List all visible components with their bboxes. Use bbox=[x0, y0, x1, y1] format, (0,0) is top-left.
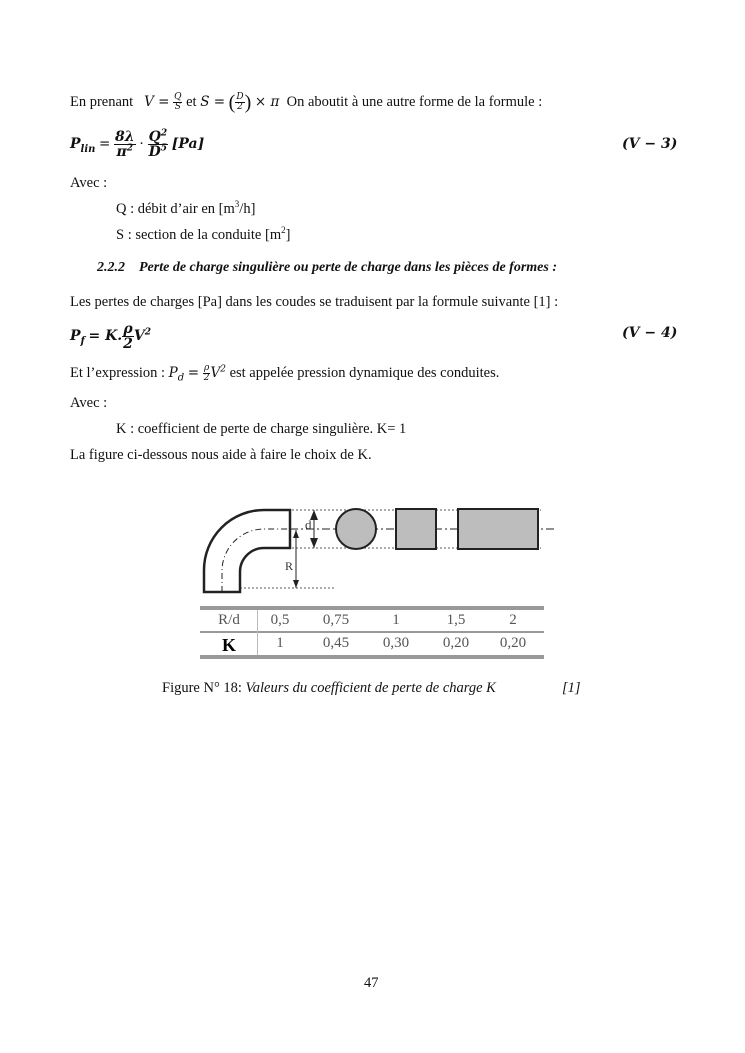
eq4-v: $V^2$ bbox=[133, 327, 152, 344]
caption-ref: [1] bbox=[562, 680, 581, 696]
eq3-equals: = bbox=[99, 136, 111, 152]
figure-caption bbox=[162, 680, 496, 697]
equation-v4 bbox=[70, 316, 151, 356]
section-heading bbox=[97, 260, 557, 276]
rectangle-section bbox=[458, 509, 538, 549]
eq3-fraction2: $\frac{Q^2}{D^5}$ bbox=[148, 128, 168, 161]
avec-label-1: Avec : bbox=[70, 175, 108, 191]
table-rd-value: 2 bbox=[509, 612, 517, 628]
intro-suffix: On aboutit à une autre forme de la formule : bbox=[286, 94, 543, 110]
expr-suffix: est appelée pression dynamique des conduites. bbox=[229, 365, 500, 381]
table-mid-rule bbox=[200, 631, 544, 633]
eq3-fraction1: $\frac{8\lambda}{\pi^2}$ bbox=[114, 129, 135, 161]
table-k-value: 0,20 bbox=[442, 635, 470, 651]
expr-prefix: Et l’expression : bbox=[70, 365, 166, 381]
s-num: D bbox=[236, 92, 244, 103]
table-k-value: 1 bbox=[276, 635, 284, 651]
definition-k: K : coefficient de perte de charge singulière. K= 1 bbox=[116, 421, 407, 437]
definition-q: Q : débit d’air en $[m^3/h]$ bbox=[116, 199, 256, 217]
expression-line bbox=[70, 360, 499, 386]
r-label: R bbox=[285, 559, 294, 573]
paragraph-1: Les pertes de charges [Pa] dans les coudes se traduisent par la formule suivante [1] : bbox=[70, 294, 559, 310]
table-header-k: K bbox=[221, 635, 236, 655]
equation-v3 bbox=[70, 124, 204, 164]
s-den: 2 bbox=[237, 102, 243, 113]
intro-prefix: En prenant bbox=[70, 94, 134, 110]
table-k-value: 0,45 bbox=[322, 635, 350, 651]
table-k-value: 0,20 bbox=[499, 635, 527, 651]
section-title: Perte de charge singulière ou perte de charge dans les pièces de formes : bbox=[139, 260, 557, 275]
table-top-rule bbox=[200, 606, 544, 610]
r-arrow-bottom bbox=[293, 580, 299, 588]
expr-lhs: $P_d$ bbox=[168, 365, 185, 384]
eq3-number: (V − 3) bbox=[622, 136, 678, 152]
eq4-lhs: $P_f$ bbox=[70, 328, 85, 347]
section-number: 2.2.2 bbox=[97, 260, 125, 275]
square-section bbox=[396, 509, 436, 549]
intro-line: En prenant V = $\frac{Q}{S}$ et S = ( $\frac{D}{2}$ ) × π On aboutit à une autre forme de la formule : bbox=[70, 91, 543, 114]
eq3-unit: [Pa] bbox=[171, 136, 205, 152]
avec-label-2: Avec : bbox=[70, 395, 108, 411]
et-word: et bbox=[186, 94, 197, 110]
k-table bbox=[200, 606, 544, 658]
circle-section bbox=[336, 509, 376, 549]
caption-title: Valeurs du coefficient de perte de charge K bbox=[245, 680, 496, 696]
eq4-fraction: $\frac{\rho}{2}$ bbox=[123, 321, 133, 353]
s-lhs: S = bbox=[200, 94, 226, 110]
s-fraction bbox=[235, 93, 244, 112]
table-rd-value: 0,75 bbox=[322, 612, 350, 628]
eq3-lhs: $P_{lin}$ bbox=[70, 136, 96, 155]
caption-prefix: Figure N° 18: bbox=[162, 680, 242, 696]
r-arrow-top bbox=[293, 530, 299, 538]
page-number: 47 bbox=[364, 975, 379, 991]
d-label: d bbox=[305, 517, 312, 532]
table-rd-value: 1 bbox=[392, 612, 400, 628]
v-fraction bbox=[173, 93, 182, 112]
expr-fraction: $\frac{\rho}{2}$ bbox=[203, 363, 210, 384]
expr-equals: = bbox=[187, 365, 200, 381]
elbow-shape bbox=[204, 510, 290, 592]
table-rd-value: 0,5 bbox=[270, 612, 290, 628]
v-num: Q bbox=[174, 92, 182, 103]
eq4-equals: = K. bbox=[88, 328, 123, 344]
eq3-dot: · bbox=[139, 136, 144, 152]
times-pi: × π bbox=[254, 94, 280, 110]
v-lhs: V = bbox=[144, 94, 170, 110]
elbow-figure bbox=[196, 500, 556, 600]
table-header-rd: R/d bbox=[218, 612, 240, 628]
eq4-number: (V − 4) bbox=[622, 325, 678, 341]
paragraph-2: La figure ci-dessous nous aide à faire le choix de K. bbox=[70, 447, 372, 463]
table-k-value: 0,30 bbox=[382, 635, 410, 651]
definition-s: S : section de la conduite $[m^2]$ bbox=[116, 225, 291, 243]
d-arrow-bottom bbox=[310, 538, 318, 548]
table-rd-value: 1,5 bbox=[446, 612, 466, 628]
expr-v: $V^2$ bbox=[210, 364, 226, 381]
v-den: S bbox=[174, 102, 181, 113]
